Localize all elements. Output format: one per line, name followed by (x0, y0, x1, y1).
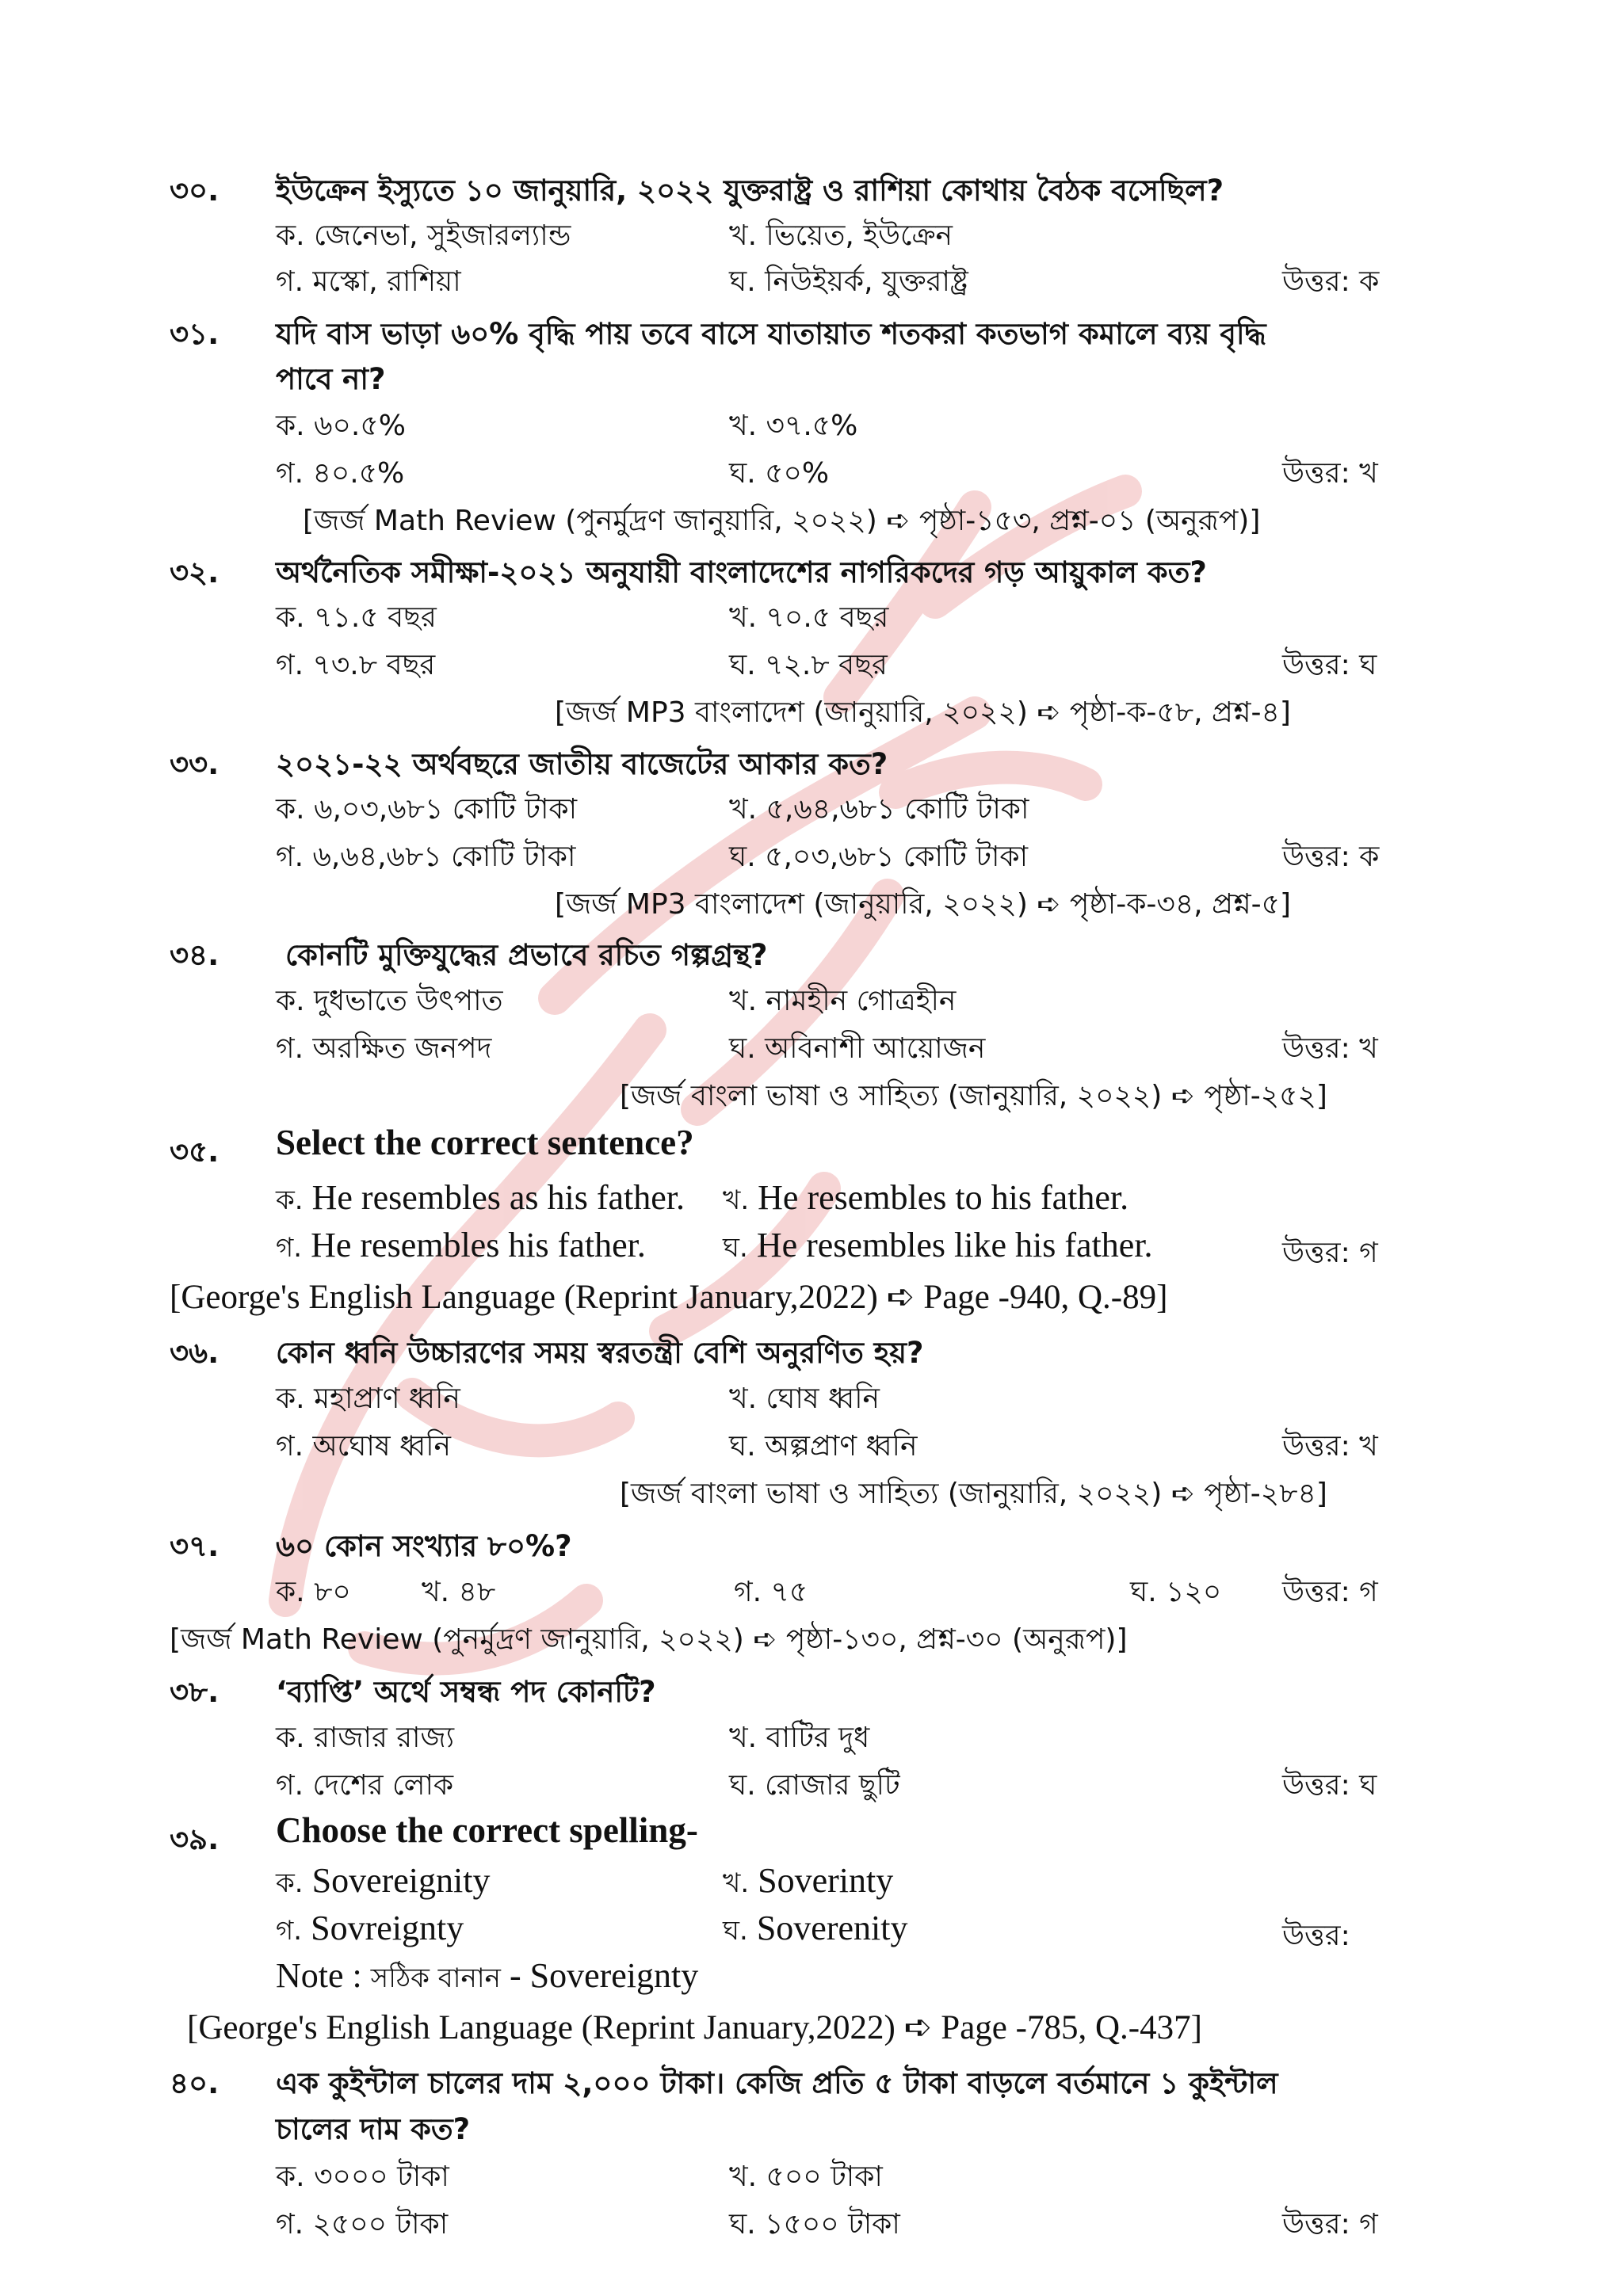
q36-option-d: ঘ. অল্পপ্রাণ ধ্বনি (729, 1430, 918, 1463)
q31-question-line1: যদি বাস ভাড়া ৬০% বৃদ্ধি পায় তবে বাসে যাতায়াত শতকরা কতভাগ কমালে ব্যয় বৃদ্ধি (276, 317, 1266, 351)
q35-option-b (723, 1177, 1128, 1225)
q38-option-b: খ. বাটির দুধ (729, 1722, 870, 1754)
q35-option-c (276, 1225, 646, 1272)
q35-option-b-text: He resembles to his father. (758, 1178, 1129, 1217)
q35-option-b-label: খ. (723, 1184, 750, 1216)
q39-option-c (276, 1908, 464, 1955)
q39-option-b-label: খ. (723, 1867, 750, 1899)
q39-option-d (723, 1908, 907, 1955)
q38-answer: উত্তর: ঘ (1282, 1769, 1377, 1802)
q35-option-a-text: He resembles as his father. (311, 1178, 685, 1217)
q30-option-a: ক. জেনেভা, সুইজারল্যান্ড (276, 219, 571, 252)
q37-option-c: গ. ৭৫ (734, 1576, 808, 1608)
q39-option-b-text: Soverinty (758, 1861, 894, 1900)
q35-option-c-label: গ. (276, 1232, 303, 1264)
q31-option-a: ক. ৬০.৫% (276, 410, 406, 442)
q35-option-d-label: ঘ. (723, 1232, 748, 1264)
q31-answer: উত্তর: খ (1282, 457, 1378, 490)
q32-option-b: খ. ৭০.৫ বছর (729, 601, 889, 634)
q31-question-line2: পাবে না? (276, 362, 386, 396)
q37-question: ৬০ কোন সংখ্যার ৮০%? (276, 1529, 572, 1563)
q39-question: Choose the correct spelling- (276, 1810, 698, 1850)
q30-option-d: ঘ. নিউইয়র্ক, যুক্তরাষ্ট্র (729, 265, 968, 298)
q34-source: [জর্জ বাংলা ভাষা ও সাহিত্য (জানুয়ারি, ২০২২) ➪ পৃষ্ঠা-২৫২] (620, 1080, 1327, 1112)
q35-option-c-text: He resembles his father. (311, 1226, 646, 1264)
q34-number: ৩৪. (170, 938, 220, 972)
q32-question: অর্থনৈতিক সমীক্ষা-২০২১ অনুযায়ী বাংলাদেশের নাগরিকদের গড় আয়ুকাল কত? (276, 555, 1207, 589)
q34-option-a: ক. দুধভাতে উৎপাত (276, 985, 503, 1017)
q34-question: কোনটি মুক্তিযুদ্ধের প্রভাবে রচিত গল্পগ্রন্থ? (285, 938, 768, 972)
q39-note-bangla: সঠিক বানান (370, 1962, 501, 1994)
q35-source: [George's English Language (Reprint January,2022) ➪ Page -940, Q.-89] (170, 1279, 1168, 1316)
q37-number: ৩৭. (170, 1529, 220, 1563)
q30-question: ইউক্রেন ইস্যুতে ১০ জানুয়ারি, ২০২২ যুক্তরাষ্ট্র ও রাশিয়া কোথায় বৈঠক বসেছিল? (276, 174, 1224, 208)
q39-number: ৩৯. (170, 1822, 220, 1856)
q39-option-c-text: Sovreignty (311, 1909, 464, 1947)
q35-question: Select the correct sentence? (276, 1123, 694, 1162)
q39-note (276, 1955, 698, 2003)
q35-option-d-text: He resembles like his father. (756, 1226, 1153, 1264)
q33-option-c: গ. ৬,৬৪,৬৮১ কোটি টাকা (276, 841, 576, 873)
q35-option-d (723, 1225, 1153, 1272)
q40-question-line2: চালের দাম কত? (276, 2112, 471, 2146)
q33-source: [জর্জ MP3 বাংলাদেশ (জানুয়ারি, ২০২২) ➪ পৃষ্ঠা-ক-৩৪, প্রশ্ন-৫] (555, 888, 1291, 921)
q31-source: [জর্জ Math Review (পুনর্মুদ্রণ জানুয়ারি, ২০২২) ➪ পৃষ্ঠা-১৫৩, প্রশ্ন-০১ (অনুরূপ)] (303, 505, 1261, 537)
q39-answer: উত্তর: (1282, 1920, 1350, 1952)
q33-option-a: ক. ৬,০৩,৬৮১ কোটি টাকা (276, 793, 578, 826)
q37-option-a: ক. ৮০ (276, 1576, 351, 1608)
q36-source: [জর্জ বাংলা ভাষা ও সাহিত্য (জানুয়ারি, ২০২২) ➪ পৃষ্ঠা-২৮৪] (620, 1478, 1327, 1510)
q35-option-a (276, 1177, 685, 1225)
q39-option-d-label: ঘ. (723, 1915, 748, 1947)
q35-number: ৩৫. (170, 1135, 220, 1169)
q32-source: [জর্জ MP3 বাংলাদেশ (জানুয়ারি, ২০২২) ➪ পৃষ্ঠা-ক-৫৮, প্রশ্ন-৪] (555, 696, 1291, 729)
q32-answer: উত্তর: ঘ (1282, 649, 1377, 681)
q38-question: ‘ব্যাপ্তি’ অর্থে সম্বন্ধ পদ কোনটি? (276, 1675, 656, 1709)
q37-option-d: ঘ. ১২০ (1130, 1576, 1222, 1608)
q40-question-line1: এক কুইন্টাল চালের দাম ২,০০০ টাকা। কেজি প্রতি ৫ টাকা বাড়লে বর্তমানে ১ কুইন্টাল (276, 2066, 1278, 2100)
q36-option-b: খ. ঘোষ ধ্বনি (729, 1383, 880, 1415)
q38-option-a: ক. রাজার রাজ্য (276, 1722, 455, 1754)
q36-answer: উত্তর: খ (1282, 1430, 1378, 1463)
q34-option-c: গ. অরক্ষিত জনপদ (276, 1032, 492, 1065)
q37-answer: উত্তর: গ (1282, 1576, 1378, 1608)
q33-number: ৩৩. (170, 747, 220, 781)
q39-note-suffix: - Sovereignty (509, 1956, 699, 1995)
q39-option-a-text: Sovereignity (311, 1861, 491, 1900)
q31-option-d: ঘ. ৫০% (729, 457, 830, 490)
q37-source: [জর্জ Math Review (পুনর্মুদ্রণ জানুয়ারি, ২০২২) ➪ পৃষ্ঠা-১৩০, প্রশ্ন-৩০ (অনুরূপ)] (170, 1623, 1128, 1656)
q34-option-d: ঘ. অবিনাশী আয়োজন (729, 1032, 986, 1065)
q40-option-d: ঘ. ১৫০০ টাকা (729, 2208, 900, 2241)
q31-option-b: খ. ৩৭.৫% (729, 410, 858, 442)
q37-option-b: খ. ৪৮ (422, 1576, 496, 1608)
q35-answer: উত্তর: গ (1282, 1237, 1378, 1269)
q34-answer: উত্তর: খ (1282, 1032, 1378, 1065)
q39-option-a (276, 1860, 490, 1908)
q33-option-d: ঘ. ৫,০৩,৬৮১ কোটি টাকা (729, 841, 1029, 873)
q40-answer: উত্তর: গ (1282, 2208, 1378, 2241)
q32-option-a: ক. ৭১.৫ বছর (276, 601, 437, 634)
q32-option-c: গ. ৭৩.৮ বছর (276, 649, 436, 681)
q40-number: ৪০. (170, 2066, 220, 2100)
q35-option-a-label: ক. (276, 1184, 304, 1216)
q33-answer: উত্তর: ক (1282, 841, 1380, 873)
q40-option-b: খ. ৫০০ টাকা (729, 2161, 883, 2193)
q39-option-a-label: ক. (276, 1867, 304, 1899)
q30-option-c: গ. মস্কো, রাশিয়া (276, 265, 461, 298)
q39-option-c-label: গ. (276, 1915, 303, 1947)
q39-source: [George's English Language (Reprint January,2022) ➪ Page -785, Q.-437] (187, 2009, 1202, 2046)
q36-question: কোন ধ্বনি উচ্চারণের সময় স্বরতন্ত্রী বেশি অনুরণিত হয়? (276, 1336, 924, 1370)
q39-note-prefix: Note : (276, 1956, 362, 1995)
q31-number: ৩১. (170, 317, 220, 351)
q39-option-b (723, 1860, 893, 1908)
q38-option-d: ঘ. রোজার ছুটি (729, 1769, 900, 1802)
q38-option-c: গ. দেশের লোক (276, 1769, 454, 1802)
q30-option-b: খ. ভিয়েত, ইউক্রেন (729, 219, 953, 252)
q32-option-d: ঘ. ৭২.৮ বছর (729, 649, 888, 681)
q33-option-b: খ. ৫,৬৪,৬৮১ কোটি টাকা (729, 793, 1029, 826)
q39-option-d-text: Soverenity (756, 1909, 908, 1947)
q30-answer: উত্তর: ক (1282, 265, 1380, 298)
q36-option-c: গ. অঘোষ ধ্বনি (276, 1430, 452, 1463)
q31-option-c: গ. ৪০.৫% (276, 457, 405, 490)
q36-option-a: ক. মহাপ্রাণ ধ্বনি (276, 1383, 460, 1415)
q34-option-b: খ. নামহীন গোত্রহীন (729, 985, 957, 1017)
q30-number: ৩০. (170, 174, 220, 208)
q36-number: ৩৬. (170, 1336, 220, 1370)
q40-option-a: ক. ৩০০০ টাকা (276, 2161, 449, 2193)
q33-question: ২০২১-২২ অর্থবছরে জাতীয় বাজেটের আকার কত? (276, 747, 888, 781)
q32-number: ৩২. (170, 555, 220, 589)
q40-option-c: গ. ২৫০০ টাকা (276, 2208, 449, 2241)
q38-number: ৩৮. (170, 1675, 220, 1709)
